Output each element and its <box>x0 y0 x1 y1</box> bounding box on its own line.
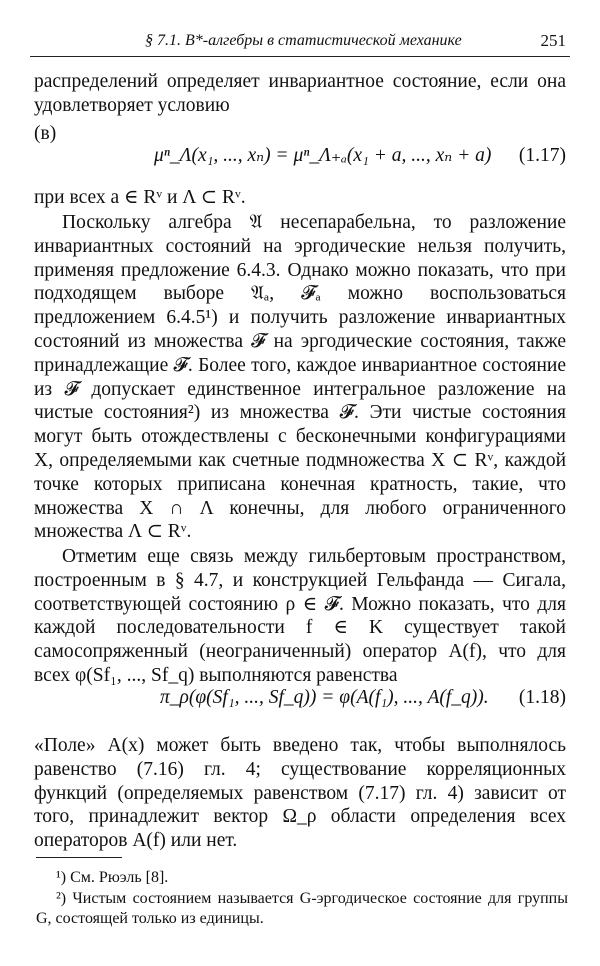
paragraph-intro: распределений определяет инвариантное состояние, если она удовлетворяет условию <box>34 71 566 116</box>
paragraph-field: «Поле» A(x) может быть введено так, чтобы выполнялось равенство (7.16) гл. 4; существование корреляционных функций (определяемых равенством (7.17) гл. 4) зависит от того, принадлежит вектор Ω_ρ области определения всех операторов A(f) или нет. <box>34 735 566 852</box>
equation-body: π_ρ(φ(Sf₁, ..., Sf_q)) = φ(A(f₁), ..., A(f_q)). <box>160 687 489 708</box>
equation-body: μⁿ_Λ(x₁, ..., xₙ) = μⁿ_Λ₊ₐ(x₁ + a, ..., xₙ + a) <box>154 145 492 166</box>
page-number: 251 <box>540 31 566 50</box>
paragraph-gns: Отметим еще связь между гильбертовым пространством, построенным в § 4.7, и конструкцией Гельфанда — Сигала, соответствующей состоянию ρ ∈ 𝓕. Можно показать, что для каждой последовательности f ∈ K существует такой самосопряженный (неограниченный) оператор A(f), что для всех φ(Sf₁, ..., Sf_q) выполняются равенства <box>34 546 566 686</box>
running-title: § 7.1. B*-алгебры в статистической механике <box>145 32 462 49</box>
equation-number: (1.18) <box>518 687 566 708</box>
footnote-divider <box>36 857 122 858</box>
footnote-2: ²) Чистым состоянием называется G-эргодическое состояние для группы G, состоящей только из единицы. <box>36 890 568 927</box>
footnote-1: ¹) См. Рюэль [8]. <box>56 869 169 886</box>
condition-label: (в) <box>34 123 57 144</box>
page-header <box>30 26 570 57</box>
paragraph-condition: при всех a ∈ Rᵛ и Λ ⊂ Rᵛ. <box>34 187 246 208</box>
equation-number: (1.17) <box>518 145 566 166</box>
paragraph-decomposition: Поскольку алгебра 𝔄 несепарабельна, то разложение инвариантных состояний на эргодические нельзя получить, применяя предложение 6.4.3. Однако можно показать, что при подходящем выборе 𝔄ₐ, 𝓕ₐ можно воспользоваться предложением 6.4.5¹) и получить разложение инвариантных состояний из множества 𝓕 на эргодические состояния, также принадлежащие 𝓕. Более того, каждое инвариантное состояние из 𝓕 допускает единственное интегральное разложение на чистые состояния²) из множества 𝓕. Эти чистые состояния могут быть отождествлены с бесконечными конфигурациями X, определяемыми как счетные подмножества X ⊂ Rᵛ, каждой точке которых приписана конечная кратность, такие, что множества X ∩ Λ конечны, для любого ограниченного множества Λ ⊂ Rᵛ. <box>34 212 566 543</box>
